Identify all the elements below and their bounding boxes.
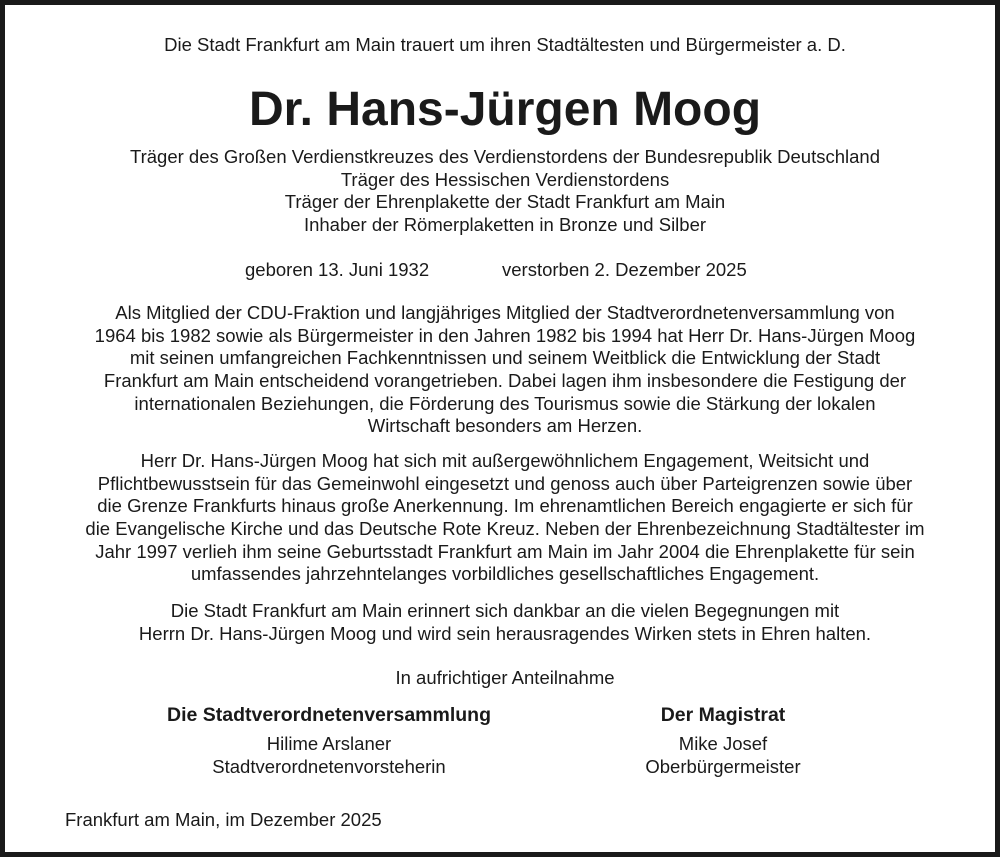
text-line: die Evangelische Kirche und das Deutsche Rote Kreuz. Neben der Ehrenbezeichnung Stadtältester im [85, 518, 925, 540]
text-line: Jahr 1997 verlieh ihm seine Geburtsstadt Frankfurt am Main im Jahr 2004 die Ehrenplakette für sein [95, 540, 915, 562]
honor-item: Träger des Großen Verdienstkreuzes des Verdienstordens der Bundesrepublik Deutschland [129, 146, 881, 167]
deceased-name: Dr. Hans-Jürgen Moog [248, 83, 762, 136]
text-line: Pflichtbewusstsein für das Gemeinwohl eingesetzt und genoss auch über Parteigrenzen sowie über [97, 472, 913, 494]
signature-magistrate [595, 702, 851, 778]
signatory-person: Hilime Arslaner [266, 733, 392, 754]
signatory-body: Der Magistrat [660, 704, 786, 726]
honor-item: Träger der Ehrenplakette der Stadt Frankfurt am Main [284, 191, 726, 212]
signatory-body: Die Stadtverordnetenversammlung [166, 704, 491, 726]
signatory-role: Oberbürgermeister [645, 756, 801, 777]
birth-date: geboren 13. Juni 1932 [245, 259, 430, 280]
death-date: verstorben 2. Dezember 2025 [502, 259, 747, 280]
text-line: 1964 bis 1982 sowie als Bürgermeister in den Jahren 1982 bis 1994 hat Herr Dr. Hans-Jürgen Moog [94, 324, 916, 346]
intro-line: Die Stadt Frankfurt am Main trauert um ihren Stadtältesten und Bürgermeister a. D. [164, 34, 846, 55]
paragraph-engagement [5, 450, 1000, 586]
paragraph-career [5, 302, 1000, 438]
text-line: Frankfurt am Main entscheidend vorangetrieben. Dabei lagen ihm insbesondere die Festigung der [103, 370, 907, 392]
condolence-line: In aufrichtiger Anteilnahme [395, 667, 615, 688]
honor-item: Inhaber der Römerplaketten in Bronze und Silber [303, 213, 707, 235]
honors-list [5, 146, 1000, 236]
honor-item: Träger des Hessischen Verdienstordens [340, 168, 670, 190]
paragraph-remembrance [5, 600, 1000, 645]
signatory-role: Stadtverordnetenvorsteherin [212, 756, 446, 777]
text-line: umfassendes jahrzehntelanges vorbildliches gesellschaftliches Engagement. [190, 563, 820, 585]
text-line: die Grenze Frankfurts hinaus große Anerkennung. Im ehrenamtlichen Bereich engagierte er sich für [97, 495, 913, 517]
text-line: internationalen Beziehungen, die Förderung des Tourismus sowie die Stärkung der lokalen [134, 392, 876, 414]
text-line: Die Stadt Frankfurt am Main erinnert sich dankbar an die vielen Begegnungen mit [170, 600, 840, 621]
text-line: Wirtschaft besonders am Herzen. [367, 415, 643, 437]
text-line: mit seinen umfangreichen Fachkenntnissen und seinem Weitblick die Entwicklung der Stadt [129, 347, 881, 369]
signatory-person: Mike Josef [678, 733, 768, 754]
signature-city-council [105, 702, 553, 778]
place-and-date: Frankfurt am Main, im Dezember 2025 [65, 809, 382, 830]
text-line: Herrn Dr. Hans-Jürgen Moog und wird sein herausragendes Wirken stets in Ehren halten. [138, 622, 872, 644]
text-line: Herr Dr. Hans-Jürgen Moog hat sich mit außergewöhnlichem Engagement, Weitsicht und [140, 450, 870, 471]
text-line: Als Mitglied der CDU-Fraktion und langjähriges Mitglied der Stadtverordnetenversammlung von [115, 302, 895, 323]
